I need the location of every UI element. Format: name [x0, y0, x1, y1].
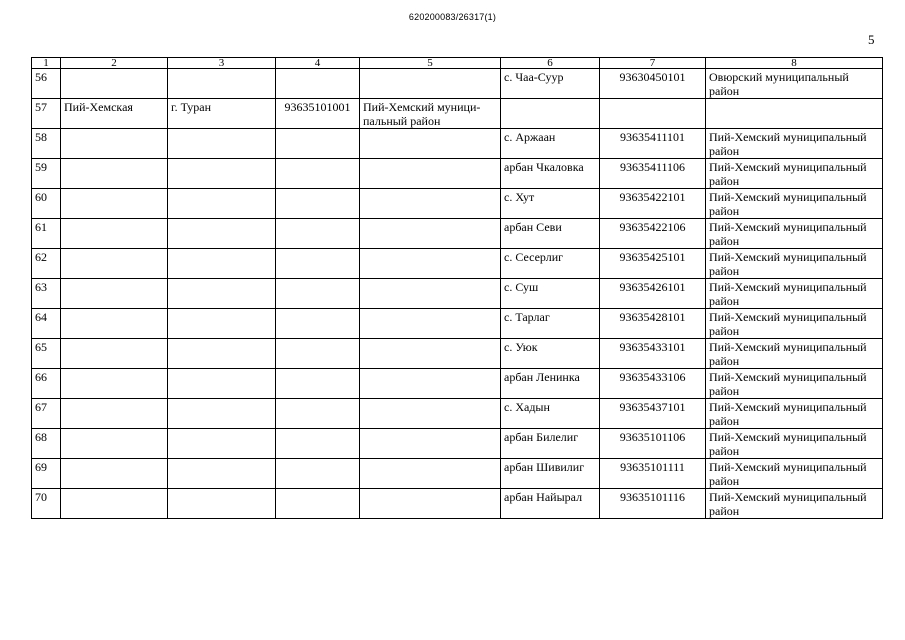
settlement-cell: с. Хадын — [501, 399, 600, 429]
city-cell — [168, 369, 276, 399]
settlement-cell: арбан Билелиг — [501, 429, 600, 459]
settlement-cell — [501, 99, 600, 129]
city-cell — [168, 429, 276, 459]
municipality-cell: Пий-Хемский муниципальный район — [706, 129, 883, 159]
row-number: 62 — [32, 249, 61, 279]
city-code-cell — [276, 129, 360, 159]
settlement-code-cell: 93635411101 — [600, 129, 706, 159]
city-code-cell — [276, 369, 360, 399]
municipality-cell: Пий-Хемский муниципальный район — [706, 369, 883, 399]
municipality-cell: Пий-Хемский муниципальный район — [706, 189, 883, 219]
region-cell — [61, 339, 168, 369]
district-cell — [360, 489, 501, 519]
municipality-cell: Пий-Хемский муниципальный район — [706, 279, 883, 309]
row-number: 60 — [32, 189, 61, 219]
settlement-cell: с. Тарлаг — [501, 309, 600, 339]
district-cell — [360, 129, 501, 159]
row-number: 69 — [32, 459, 61, 489]
table-row — [32, 249, 883, 279]
settlement-code-cell: 93635428101 — [600, 309, 706, 339]
municipality-cell: Пий-Хемский муниципальный район — [706, 429, 883, 459]
settlement-code-cell: 93635101116 — [600, 489, 706, 519]
district-cell — [360, 159, 501, 189]
row-number: 58 — [32, 129, 61, 159]
district-cell — [360, 429, 501, 459]
city-code-cell — [276, 189, 360, 219]
column-header: 7 — [600, 58, 706, 69]
settlement-code-cell: 93635437101 — [600, 399, 706, 429]
region-cell — [61, 279, 168, 309]
settlement-cell: арбан Ленинка — [501, 369, 600, 399]
settlement-code-cell: 93635422101 — [600, 189, 706, 219]
column-number-header — [32, 58, 883, 69]
region-cell — [61, 69, 168, 99]
region-cell — [61, 219, 168, 249]
district-cell — [360, 279, 501, 309]
city-cell — [168, 219, 276, 249]
table-body — [32, 58, 883, 519]
table-row — [32, 99, 883, 129]
settlement-code-cell: 93635433106 — [600, 369, 706, 399]
settlement-code-cell: 93635433101 — [600, 339, 706, 369]
city-cell — [168, 279, 276, 309]
municipality-cell: Пий-Хемский муниципальный район — [706, 339, 883, 369]
row-number: 59 — [32, 159, 61, 189]
settlement-cell: арбан Севи — [501, 219, 600, 249]
settlement-code-cell: 93635422106 — [600, 219, 706, 249]
municipality-cell: Пий-Хемский муниципальный район — [706, 399, 883, 429]
column-header: 6 — [501, 58, 600, 69]
table-row — [32, 159, 883, 189]
row-number: 68 — [32, 429, 61, 459]
table-row — [32, 129, 883, 159]
city-code-cell — [276, 429, 360, 459]
district-cell — [360, 249, 501, 279]
settlement-code-cell — [600, 99, 706, 129]
city-code-cell — [276, 309, 360, 339]
column-header: 2 — [61, 58, 168, 69]
district-cell — [360, 219, 501, 249]
city-code-cell — [276, 219, 360, 249]
region-cell — [61, 429, 168, 459]
column-header: 4 — [276, 58, 360, 69]
table-row — [32, 189, 883, 219]
city-cell — [168, 489, 276, 519]
column-header: 5 — [360, 58, 501, 69]
district-cell — [360, 399, 501, 429]
settlement-cell: с. Аржаан — [501, 129, 600, 159]
table-row — [32, 309, 883, 339]
row-number: 57 — [32, 99, 61, 129]
table-row — [32, 69, 883, 99]
municipality-cell: Пий-Хемский муниципальный район — [706, 249, 883, 279]
municipality-cell: Пий-Хемский муниципальный район — [706, 159, 883, 189]
region-cell — [61, 189, 168, 219]
row-number: 63 — [32, 279, 61, 309]
region-cell — [61, 129, 168, 159]
region-cell — [61, 369, 168, 399]
column-header: 1 — [32, 58, 61, 69]
district-cell — [360, 459, 501, 489]
settlement-cell: арбан Найырал — [501, 489, 600, 519]
row-number: 56 — [32, 69, 61, 99]
row-number: 67 — [32, 399, 61, 429]
city-cell — [168, 159, 276, 189]
city-code-cell: 93635101001 — [276, 99, 360, 129]
document-id: 620200083/26317(1) — [408, 12, 497, 22]
table-row — [32, 219, 883, 249]
settlement-code-cell: 93630450101 — [600, 69, 706, 99]
municipality-cell: Пий-Хемский муниципальный район — [706, 309, 883, 339]
district-cell — [360, 339, 501, 369]
city-code-cell — [276, 249, 360, 279]
region-cell — [61, 309, 168, 339]
row-number: 70 — [32, 489, 61, 519]
table-row — [32, 279, 883, 309]
column-header: 8 — [706, 58, 883, 69]
municipality-cell: Пий-Хемский муниципальный район — [706, 219, 883, 249]
row-number: 65 — [32, 339, 61, 369]
city-cell: г. Туран — [168, 99, 276, 129]
region-cell — [61, 489, 168, 519]
district-cell: Пий-Хемский муници-пальный район — [360, 99, 501, 129]
city-cell — [168, 69, 276, 99]
city-code-cell — [276, 489, 360, 519]
table-row — [32, 459, 883, 489]
column-header: 3 — [168, 58, 276, 69]
row-number: 64 — [32, 309, 61, 339]
settlement-code-cell: 93635101106 — [600, 429, 706, 459]
settlement-code-cell: 93635426101 — [600, 279, 706, 309]
city-code-cell — [276, 69, 360, 99]
settlement-cell: с. Хут — [501, 189, 600, 219]
settlement-code-cell: 93635101111 — [600, 459, 706, 489]
settlements-table — [31, 57, 883, 519]
table-row — [32, 489, 883, 519]
district-cell — [360, 309, 501, 339]
region-cell — [61, 159, 168, 189]
row-number: 66 — [32, 369, 61, 399]
city-code-cell — [276, 279, 360, 309]
table-row — [32, 399, 883, 429]
city-cell — [168, 399, 276, 429]
city-code-cell — [276, 459, 360, 489]
municipality-cell — [706, 99, 883, 129]
municipality-cell: Пий-Хемский муниципальный район — [706, 459, 883, 489]
row-number: 61 — [32, 219, 61, 249]
city-cell — [168, 339, 276, 369]
settlement-cell: с. Суш — [501, 279, 600, 309]
city-code-cell — [276, 339, 360, 369]
district-cell — [360, 369, 501, 399]
settlement-code-cell: 93635411106 — [600, 159, 706, 189]
city-cell — [168, 129, 276, 159]
page-number: 5 — [868, 32, 875, 47]
city-cell — [168, 309, 276, 339]
settlement-cell: с. Сесерлиг — [501, 249, 600, 279]
region-cell — [61, 249, 168, 279]
settlement-cell: с. Чаа-Суур — [501, 69, 600, 99]
table-row — [32, 339, 883, 369]
city-cell — [168, 459, 276, 489]
settlement-cell: арбан Чкаловка — [501, 159, 600, 189]
region-cell — [61, 459, 168, 489]
city-code-cell — [276, 159, 360, 189]
city-cell — [168, 189, 276, 219]
municipality-cell: Пий-Хемский муниципальный район — [706, 489, 883, 519]
settlement-code-cell: 93635425101 — [600, 249, 706, 279]
settlement-cell: арбан Шивилиг — [501, 459, 600, 489]
region-cell: Пий-Хемская — [61, 99, 168, 129]
district-cell — [360, 69, 501, 99]
region-cell — [61, 399, 168, 429]
table-row — [32, 369, 883, 399]
table-row — [32, 429, 883, 459]
city-code-cell — [276, 399, 360, 429]
city-cell — [168, 249, 276, 279]
settlement-cell: с. Уюк — [501, 339, 600, 369]
district-cell — [360, 189, 501, 219]
municipality-cell: Овюрский муниципальный район — [706, 69, 883, 99]
